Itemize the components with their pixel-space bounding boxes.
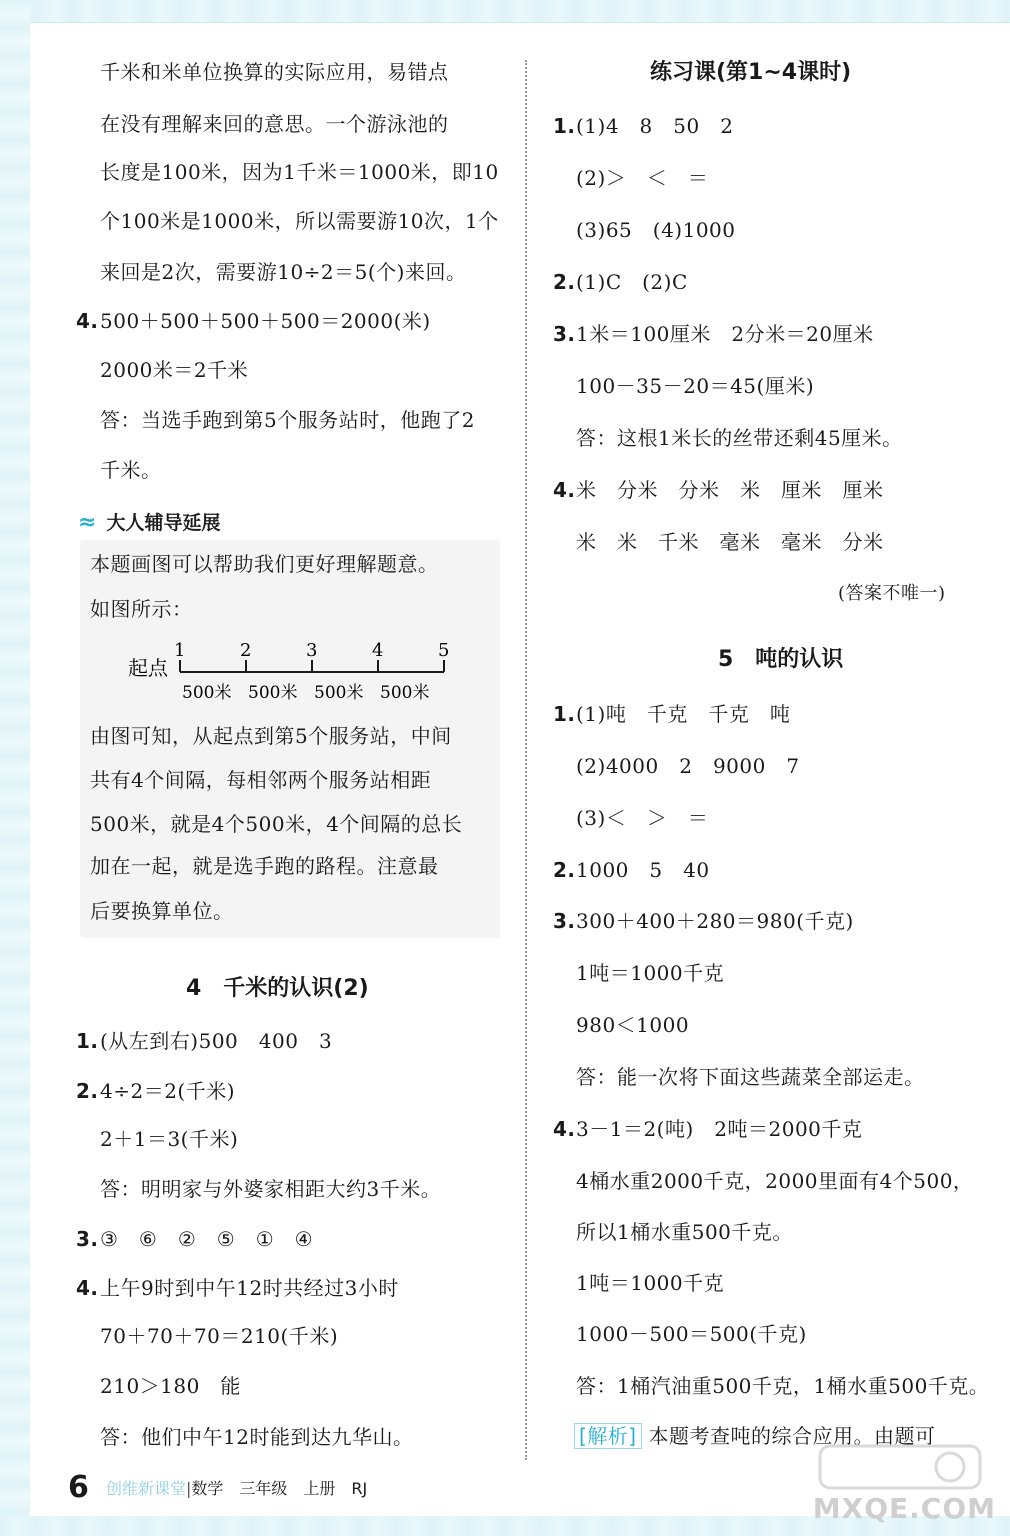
- question-number: 4.: [553, 1117, 576, 1141]
- text-line: 3－1＝2(吨) 2吨＝2000千克: [576, 1117, 863, 1141]
- text-line: 2000米＝2千米: [100, 358, 249, 382]
- analysis-tag: [解析]: [574, 1423, 642, 1449]
- text-line: 500米，就是4个500米，4个间隔的总长: [90, 812, 463, 836]
- tick-label: 4: [372, 640, 384, 661]
- text-line: 1吨＝1000千克: [576, 1271, 725, 1295]
- text-line: 70＋70＋70＝210(千米): [100, 1324, 339, 1348]
- text-line: 共有4个间隔，每相邻两个服务站相距: [90, 768, 432, 792]
- text-line: 米 米 千米 毫米 毫米 分米: [576, 530, 884, 554]
- text-line: 答：当选手跑到第5个服务站时，他跑了2: [100, 408, 475, 432]
- text-line: 500＋500＋500＋500＝2000(米): [100, 309, 431, 333]
- book-info: 数学 三年级 上册 RJ: [191, 1479, 368, 1498]
- text-line: 米 分米 分米 米 厘米 厘米: [576, 478, 884, 502]
- question-number: 3.: [553, 909, 576, 933]
- text-line: (1)4 8 50 2: [576, 114, 734, 138]
- text-line: 在没有理解来回的意思。一个游泳池的: [100, 112, 449, 136]
- segment-label: 500米: [380, 683, 430, 703]
- text-line: 1吨＝1000千克: [576, 961, 725, 985]
- text-line: (3)65 (4)1000: [576, 218, 736, 242]
- tick-label: 5: [438, 640, 450, 661]
- watermark-text: MXQE.COM: [812, 1492, 996, 1525]
- question-number: 3.: [553, 322, 576, 346]
- start-label: 起点: [128, 656, 168, 680]
- top-wave-border: [0, 0, 1010, 23]
- text-line: 加在一起，就是选手跑的路程。注意最: [90, 854, 439, 878]
- text-line: (2)4000 2 9000 7: [576, 754, 800, 778]
- text-line: 千米和米单位换算的实际应用，易错点: [100, 60, 449, 84]
- text-line: 1000 5 40: [576, 858, 710, 882]
- question-number: 4.: [553, 478, 576, 502]
- text-line: 答：能一次将下面这些蔬菜全部运走。: [576, 1065, 925, 1089]
- text-line: 由图可知，从起点到第5个服务站，中间: [90, 724, 452, 748]
- answer-note: (答案不唯一): [838, 583, 946, 604]
- text-line: 答：他们中午12时能到达九华山。: [100, 1425, 414, 1449]
- text-line: 100－35－20＝45(厘米): [576, 374, 815, 398]
- text-line: 210＞180 能: [100, 1374, 241, 1398]
- section-title: 练习课(第1~4课时): [650, 60, 852, 85]
- text-line: 300＋400＋280＝980(千克): [576, 909, 854, 933]
- segment-label: 500米: [248, 683, 298, 703]
- text-line: (从左到右)500 400 3: [100, 1029, 333, 1053]
- tick-label: 3: [306, 640, 318, 661]
- tick-label: 2: [240, 640, 252, 661]
- section-title: 4 千米的认识(2): [186, 976, 369, 1001]
- column-divider: [525, 60, 527, 1460]
- text-line: 980＜1000: [576, 1013, 690, 1037]
- question-number: 1.: [553, 702, 576, 726]
- text-line: 4桶水重2000千克，2000里面有4个500，: [576, 1169, 974, 1193]
- text-line: 来回是2次，需要游10÷2＝5(个)来回。: [100, 260, 467, 284]
- text-line: 所以1桶水重500千克。: [576, 1220, 793, 1244]
- question-number: 1.: [76, 1029, 99, 1053]
- number-line-diagram: [120, 636, 460, 708]
- text-line: 1米＝100厘米 2分米＝20厘米: [576, 322, 874, 346]
- text-line: 个100米是1000米，所以需要游10次，1个: [100, 209, 499, 233]
- text-line: 答：1桶汽油重500千克，1桶水重500千克。: [576, 1374, 990, 1398]
- text-line: (3)＜ ＞ ＝: [576, 806, 709, 830]
- text-line: 4÷2＝2(千米): [100, 1079, 236, 1103]
- question-number: 2.: [553, 858, 576, 882]
- question-number: 2.: [76, 1079, 99, 1103]
- text-line: (2)＞ ＜ ＝: [576, 166, 709, 190]
- question-number: 4.: [76, 309, 99, 333]
- text-line: 上午9时到中午12时共经过3小时: [100, 1276, 399, 1300]
- text-line: 答：这根1米长的丝带还剩45厘米。: [576, 426, 903, 450]
- text-line: 如图所示：: [90, 597, 193, 621]
- text-line: 后要换算单位。: [90, 899, 234, 923]
- wave-icon: ≈: [78, 510, 97, 535]
- question-number: 3.: [76, 1227, 99, 1251]
- tick-label: 1: [174, 640, 186, 661]
- text-line: 2＋1＝3(千米): [100, 1127, 239, 1151]
- text-line: 1000－500＝500(千克): [576, 1322, 807, 1346]
- segment-label: 500米: [182, 683, 232, 703]
- extension-heading: [78, 508, 220, 538]
- text-line: ③ ⑥ ② ⑤ ① ④: [100, 1227, 314, 1251]
- segment-label: 500米: [314, 683, 364, 703]
- question-number: 2.: [553, 270, 576, 294]
- brand-name: 创维新课堂: [106, 1479, 187, 1498]
- question-number: 4.: [76, 1276, 99, 1300]
- question-number: 1.: [553, 114, 576, 138]
- watermark-circle: [936, 1453, 964, 1481]
- page-number: 6: [68, 1470, 89, 1505]
- text-line: 本题画图可以帮助我们更好理解题意。: [90, 552, 439, 576]
- section-title: 5 吨的认识: [718, 647, 844, 672]
- extension-title: 大人辅导延展: [106, 512, 221, 534]
- text-line: (1)吨 千克 千克 吨: [576, 702, 791, 726]
- watermark-frame: [820, 1446, 980, 1488]
- text-line: 千米。: [100, 458, 162, 482]
- text-line: 答：明明家与外婆家相距大约3千米。: [100, 1177, 442, 1201]
- left-wave-border: [0, 0, 30, 1536]
- text-line: 长度是100米，因为1千米＝1000米，即10: [100, 160, 499, 184]
- text-line: (1)C (2)C: [576, 270, 688, 294]
- analysis-text: 本题考查吨的综合应用。由题可: [648, 1424, 936, 1448]
- footer-info: 创维新课堂|数学 三年级 上册 RJ: [106, 1479, 368, 1498]
